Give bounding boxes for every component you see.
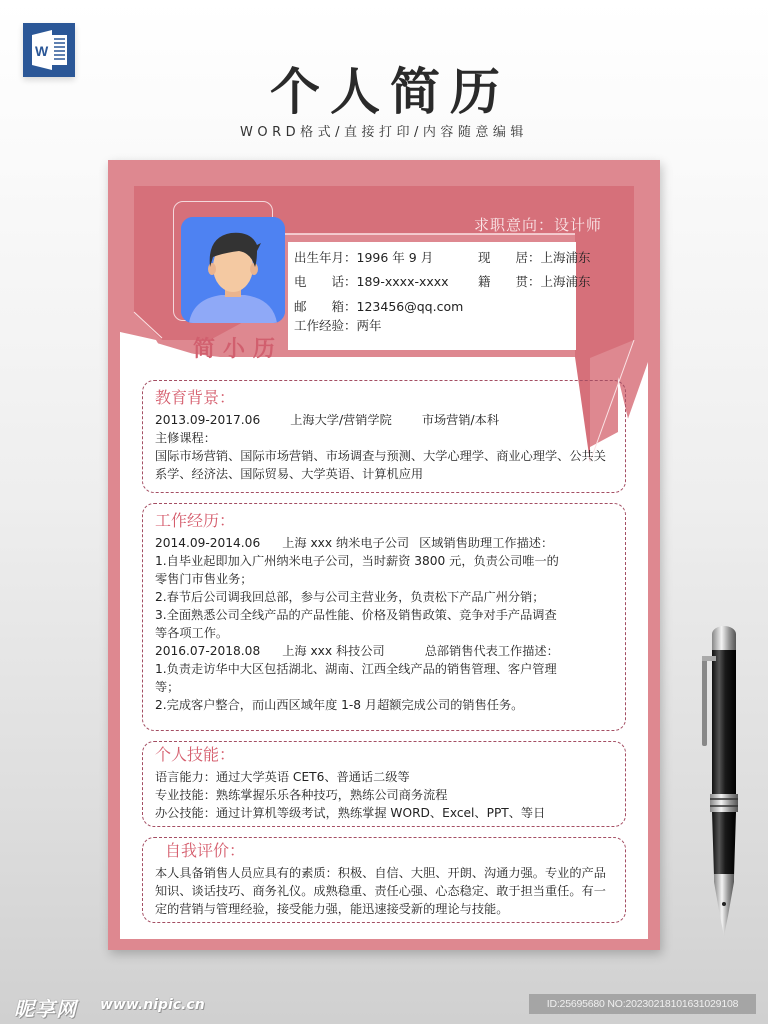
courses-label: 主修课程： [155, 431, 216, 445]
skills-title: 个人技能： [155, 745, 236, 764]
watermark-id: ID:25695680 NO:20230218101631029108 [529, 994, 756, 1014]
skills-section [142, 741, 626, 827]
info-residence: 现 居：上海浦东 [478, 250, 591, 265]
resume-page [120, 172, 648, 939]
job-item: 2.春节后公司调我回总部，参与公司主营业务，负责松下产品广州分销； [155, 590, 545, 604]
person-avatar-icon [181, 217, 285, 323]
resume-sheet [108, 160, 660, 950]
self-evaluation-text: 本人具备销售人员应具有的素质：积极、自信、大胆、开朗、沟通力强。专业的产品知识、谈话技巧、商务礼仪。成熟稳重、责任心强、心态稳定、敢于担当重任。有一定的营销与管理经验，接受能力强，能迅速接受新的理论与技能。 [155, 866, 606, 916]
work-section [142, 503, 626, 731]
avatar [181, 217, 285, 323]
info-phone: 电 话：189-xxxx-xxxx 籍 贯：上海浦东 [294, 274, 591, 289]
job-target: 求职意向：设计师 [473, 216, 602, 234]
job-item: 1.负责走访华中大区包括湖北、湖南、江西全线产品的销售管理、客户管理等； [155, 662, 557, 694]
info-hometown: 籍 贯：上海浦东 [478, 274, 591, 289]
skill-item: 专业技能：熟练掌握乐乐各种技巧，熟练公司商务流程 [155, 788, 448, 802]
education-title: 教育背景： [155, 388, 236, 407]
page-subtitle: WORD格式/直接打印/内容随意编辑 [240, 125, 528, 140]
skill-item: 办公技能：通过计算机等级考试，熟练掌握 WORD、Excel、PPT、等日 [155, 806, 546, 820]
svg-text:W: W [35, 43, 49, 59]
job-item: 2.完成客户整合，而山西区域年度 1-8 月超额完成公司的销售任务。 [155, 698, 524, 712]
education-entry: 2013.09-2017.06 上海大学/营销学院 市场营销/本科 [155, 413, 500, 427]
job-item: 1.自毕业起即加入广州纳米电子公司，当时薪资 3800 元，负责公司唯一的零售门市售业务； [155, 554, 559, 586]
skill-item: 语言能力：通过大学英语 CET6、普通话二级等 [155, 770, 410, 784]
watermark-url: www.nipic.cn [100, 997, 205, 1013]
page-title: 个人简历 [270, 63, 510, 121]
info-email: 邮 箱：123456@qq.com [294, 299, 464, 314]
info-experience: 工作经验：两年 [294, 318, 382, 333]
fountain-pen-icon [694, 616, 754, 950]
job-item: 3.全面熟悉公司全线产品的产品性能、价格及销售政策、竞争对手产品调查等各项工作。 [155, 608, 557, 640]
candidate-name: 简小历 [192, 337, 283, 362]
work-title: 工作经历： [155, 511, 236, 530]
basic-info-card [288, 242, 591, 350]
job-header: 2016.07-2018.08 上海 xxx 科技公司 总部销售代表工作描述： [155, 644, 559, 658]
info-birth: 出生年月：1996 年 9 月 现 居：上海浦东 [294, 250, 591, 265]
watermark-logo: 昵享网 [14, 997, 77, 1021]
job-header: 2014.09-2014.06 上海 xxx 纳米电子公司 区域销售助理工作描述： [155, 536, 554, 550]
self-evaluation-title: 自我评价： [165, 841, 246, 860]
education-section [142, 380, 626, 493]
courses-list: 国际市场营销、国际市场营销、市场调查与预测、大学心理学、商业心理学、公共关系学、经济法、国际贸易、大学英语、计算机应用 [155, 449, 606, 481]
self-evaluation-section [142, 837, 626, 923]
